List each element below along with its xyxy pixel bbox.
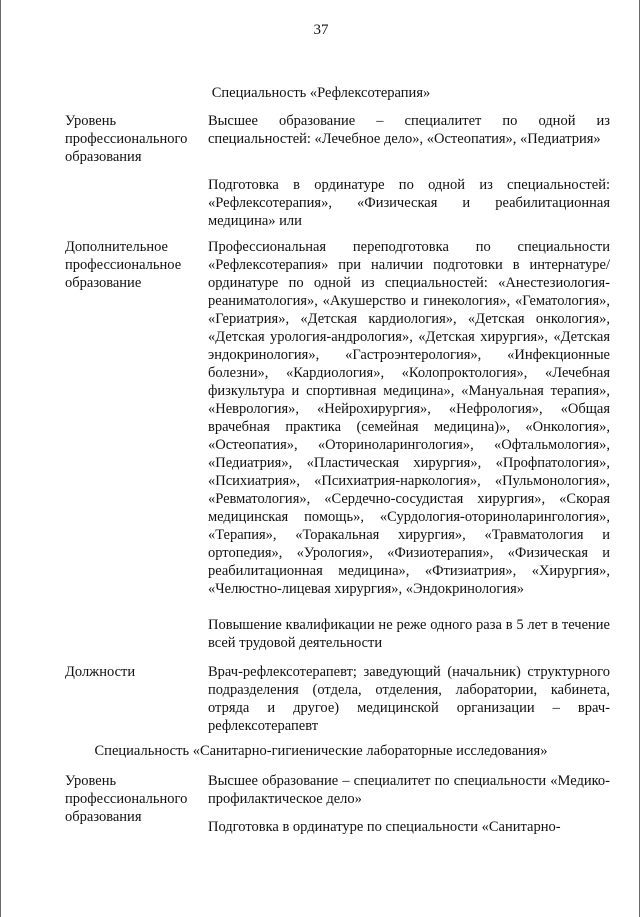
row-label-education-level: Уровень профессионального образования bbox=[65, 113, 188, 165]
education-level-text-2: Высшее образование – специалитет по специальности «Медико-профилактическое дело» bbox=[208, 773, 610, 807]
row-label-additional-education: Дополнительное профессиональное образование bbox=[65, 239, 182, 291]
residency-training-text-2: Подготовка в ординатуре по специальности «Санитарно- bbox=[208, 819, 561, 835]
residency-training-text: Подготовка в ординатуре по одной из специальностей: «Рефлексотерапия», «Физическая и реабилитационная медицина» или bbox=[208, 177, 610, 229]
education-level-text: Высшее образование – специалитет по одной из специальностей: «Лечебное дело», «Остеопатия», «Педиатрия» bbox=[208, 113, 610, 147]
positions-text: Врач-рефлексотерапевт; заведующий (начальник) структурного подразделения (отдела, отделения, лаборатории, кабинета, отряда и другое) медицинской организации – врач-рефлексотерапевт bbox=[208, 664, 610, 734]
qualification-upgrade-text: Повышение квалификации не реже одного раза в 5 лет в течение всей трудовой деятельности bbox=[208, 617, 610, 651]
section-title-reflexotherapy: Специальность «Рефлексотерапия» bbox=[211, 85, 431, 101]
row-label-positions: Должности bbox=[65, 664, 136, 680]
section-title-sanitary-lab: Специальность «Санитарно-гигиенические лабораторные исследования» bbox=[94, 743, 548, 759]
professional-retraining-text: Профессиональная переподготовка по специальности «Рефлексотерапия» при наличии подготовки в интернатуре/ординатуре по одной из специальностей: «Анестезиология-реаниматология», «Акушерство и гинекология», «Гематология», «Гериатрия», «Детская кардиология», «Детская онкология», «Детская урология-андрология», «Детская хирургия», «Детская эндокринология», «Гастроэнтерология», «Инфекционные болезни», «Кардиология», «Колопроктология», «Лечебная физкультура и спортивная медицина», «Мануальная терапия», «Неврология», «Нейрохирургия», «Нефрология», «Общая врачебная практика (семейная медицина)», «Онкология», «Остеопатия», «Оториноларингология», «Офтальмология», «Педиатрия», «Пластическая хирургия», «Профпатология», «Психиатрия», «Психиатрия-наркология», «Пульмонология», «Ревматология», «Сердечно-сосудистая хирургия», «Скорая медицинская помощь», «Сурдология-оториноларингология», «Терапия», «Торакальная хирургия», «Травматология и ортопедия», «Урология», «Физиотерапия», «Физическая и реабилитационная медицина», «Фтизиатрия», «Хирургия», «Челюстно-лицевая хирургия», «Эндокринология» bbox=[208, 239, 610, 597]
row-label-education-level-2: Уровень профессионального образования bbox=[65, 773, 188, 825]
page-number: 37 bbox=[313, 22, 329, 38]
